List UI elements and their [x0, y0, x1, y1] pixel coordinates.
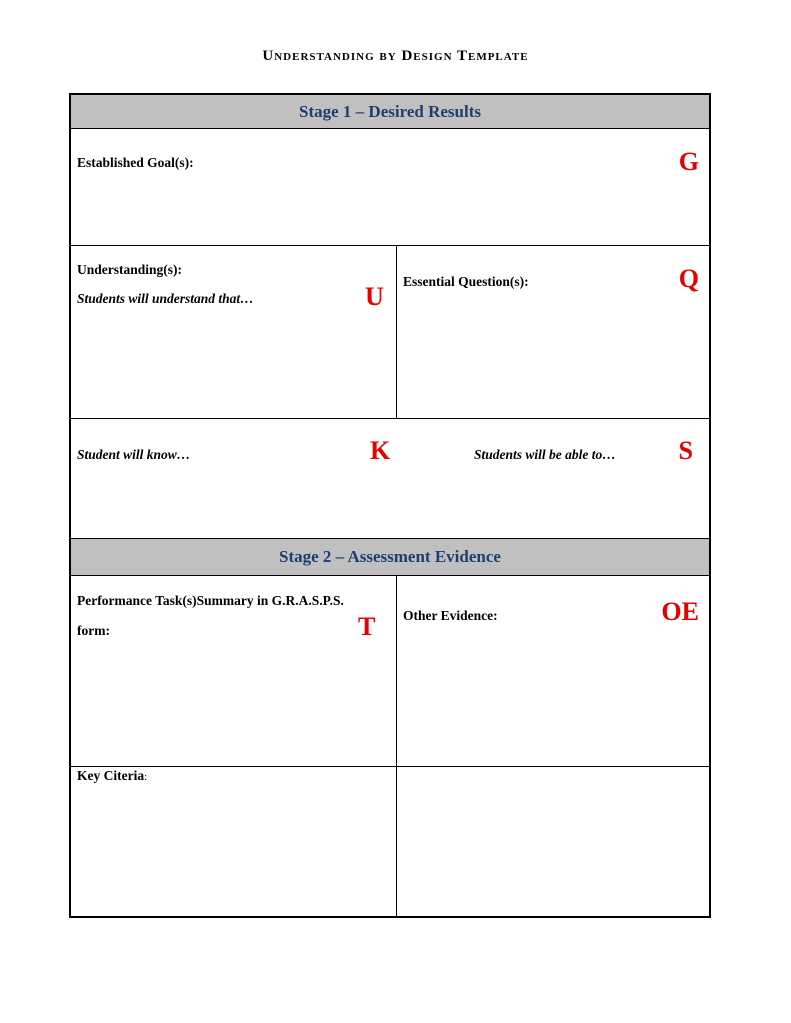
understandings-cell[interactable] — [71, 246, 396, 418]
essential-questions-label: Essential Question(s): — [403, 274, 529, 289]
other-evidence-cell[interactable] — [397, 576, 709, 766]
stage2-header — [71, 539, 709, 576]
key-criteria-label — [77, 768, 147, 784]
understandings-label: Understanding(s): — [77, 262, 183, 277]
stage1-header — [71, 95, 709, 129]
key-criteria-right-cell[interactable] — [397, 767, 709, 916]
key-criteria-cell[interactable] — [71, 767, 396, 916]
established-goals-cell[interactable] — [71, 129, 709, 246]
ubd-template-table — [69, 93, 711, 918]
skills-letter: S — [678, 436, 693, 465]
essential-questions-cell[interactable] — [397, 246, 709, 418]
document-title: Understanding by Design Template — [262, 48, 529, 64]
performance-task-cell[interactable] — [71, 576, 396, 766]
task-letter: T — [358, 612, 376, 641]
established-goals-label: Established Goal(s): — [77, 155, 194, 170]
stage2-header-text: Stage 2 – Assessment Evidence — [279, 547, 501, 566]
key-criteria-colon: : — [144, 771, 148, 783]
other-evidence-label: Other Evidence: — [403, 608, 498, 623]
knowledge-skills-cell[interactable] — [71, 419, 709, 539]
able-to-label: Students will be able to… — [474, 447, 616, 462]
understandings-letter: U — [365, 282, 384, 311]
student-will-know-label: Student will know… — [77, 447, 191, 462]
performance-task-label: Performance Task(s)Summary in G.R.A.S.P.S. — [77, 593, 344, 608]
goals-letter: G — [678, 147, 699, 176]
key-criteria-text: Key Citeria — [77, 768, 145, 783]
understandings-questions-row — [71, 246, 709, 419]
know-letter: K — [370, 436, 391, 465]
tasks-evidence-row — [71, 576, 709, 767]
understandings-subtitle: Students will understand that… — [77, 291, 254, 306]
performance-task-label-form: form: — [77, 623, 110, 638]
other-evidence-letter: OE — [661, 597, 699, 626]
key-criteria-row — [71, 767, 709, 916]
stage1-header-text: Stage 1 – Desired Results — [299, 101, 481, 121]
questions-letter: Q — [678, 264, 699, 293]
